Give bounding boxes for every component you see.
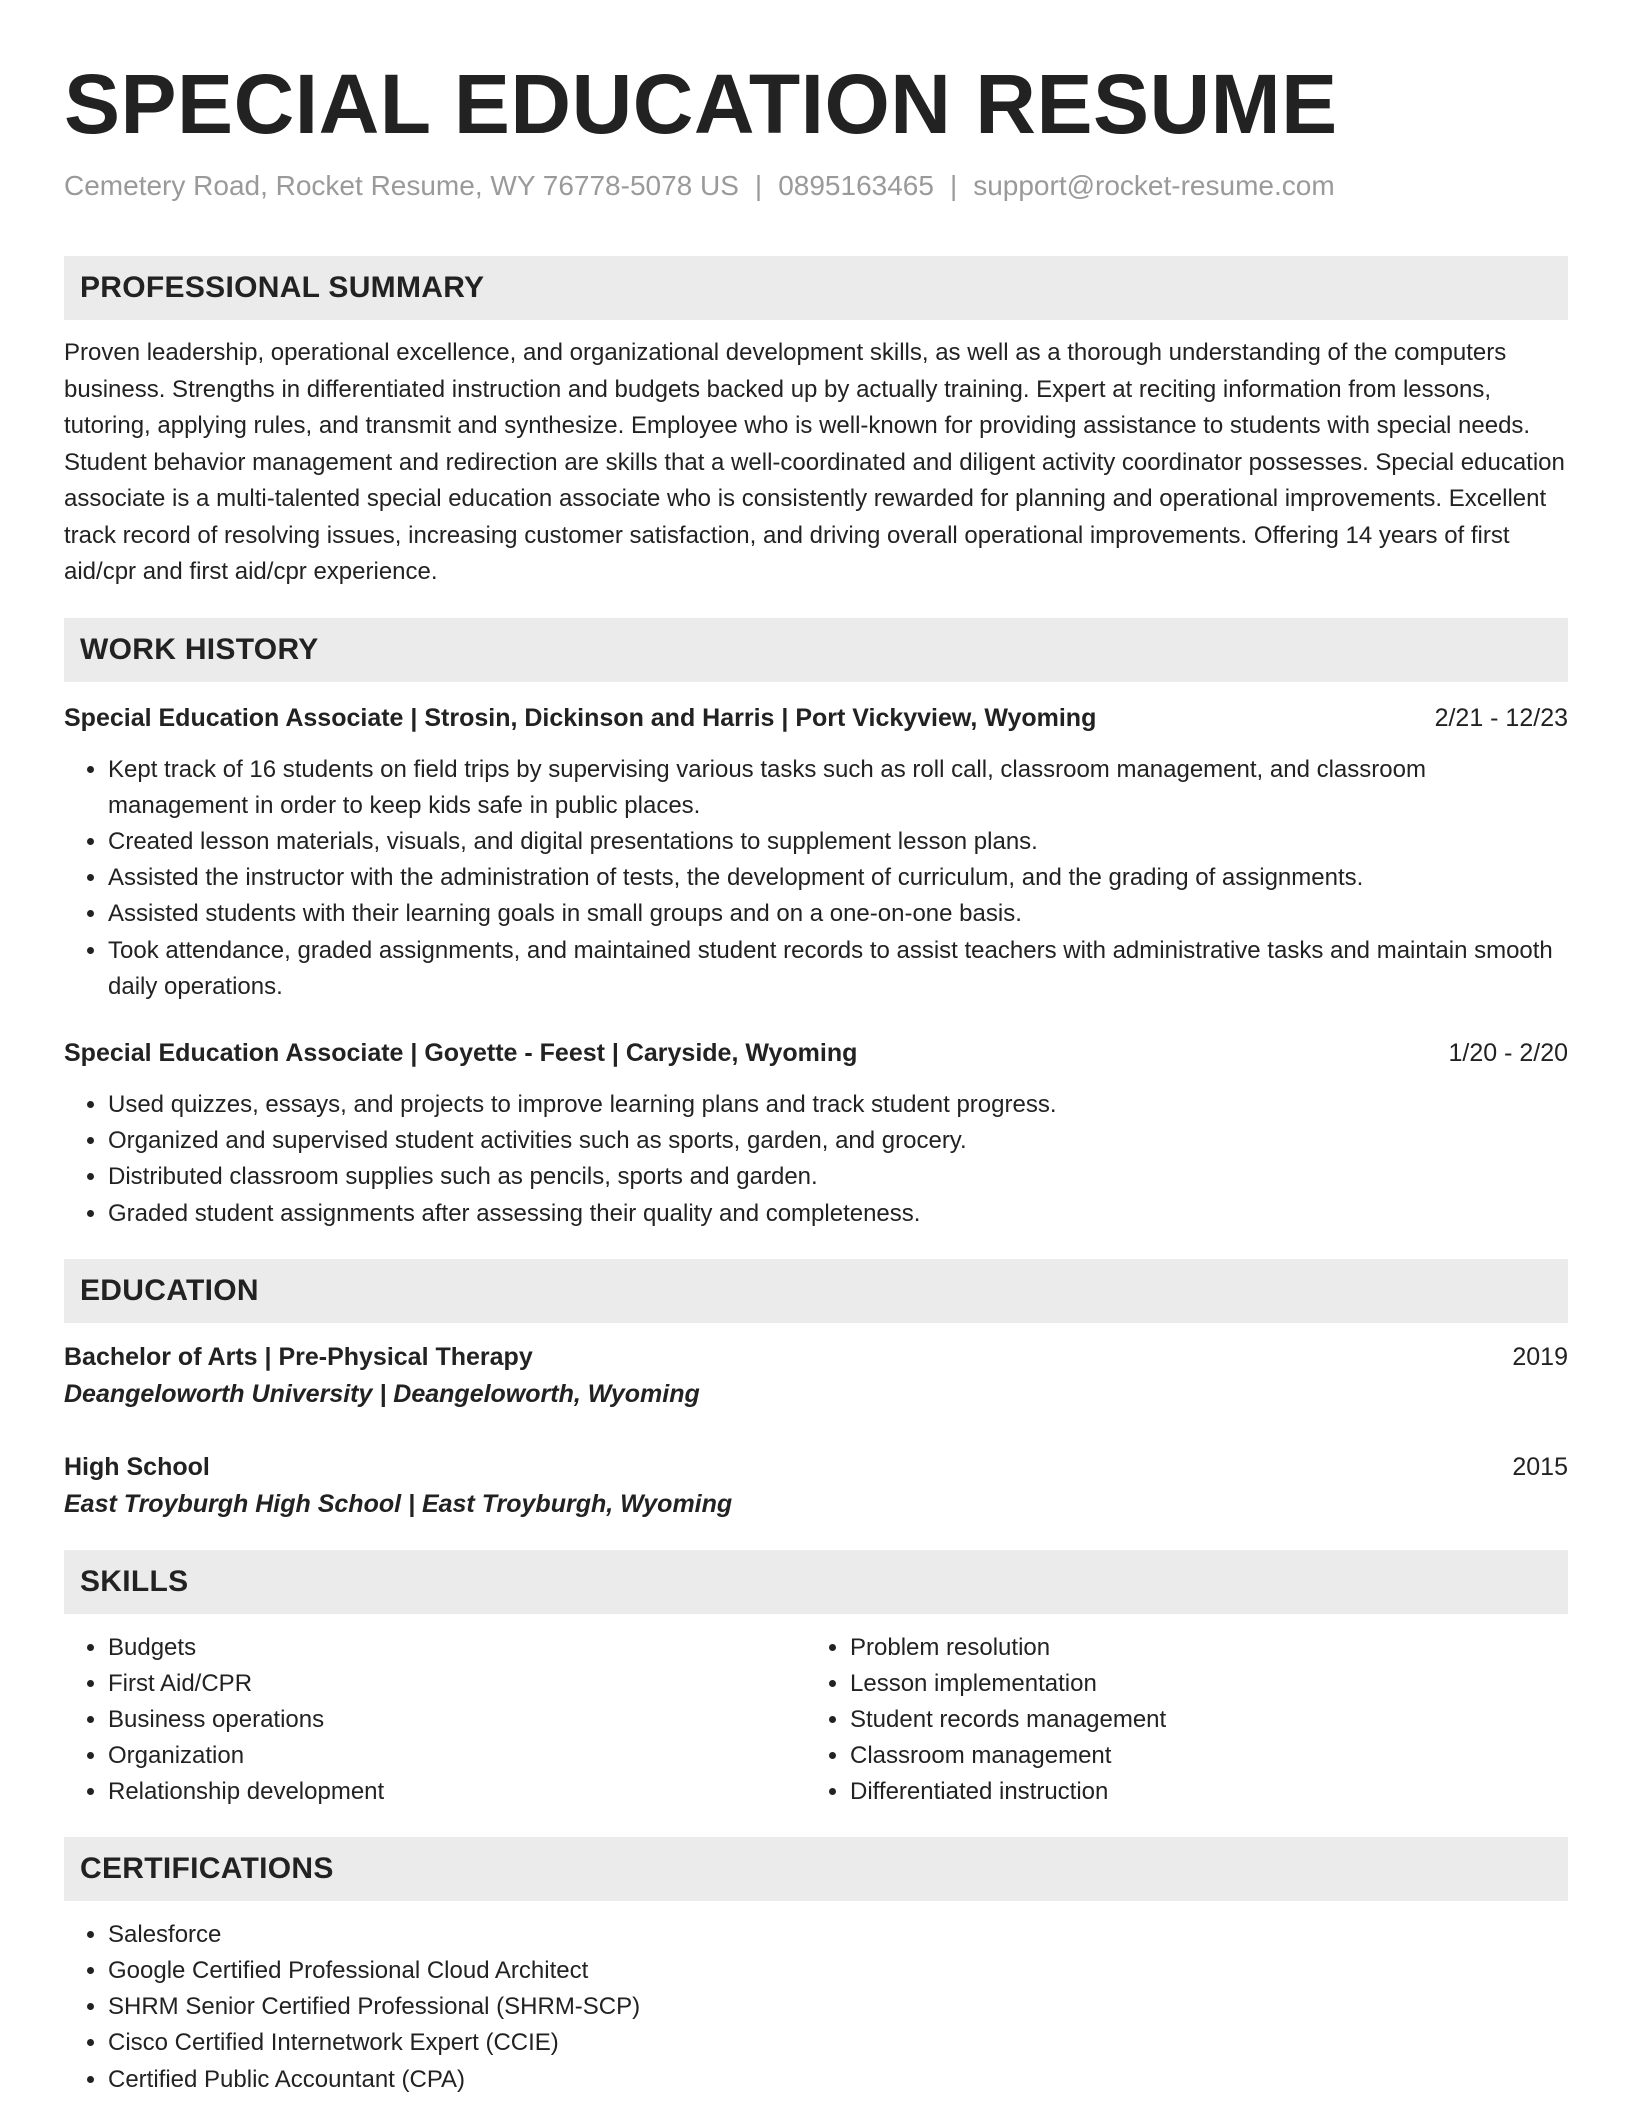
education-entry bbox=[64, 1449, 1568, 1523]
job-bullet: • Took attendance, graded assignments, and maintained student records to assist teachers with administrative tasks and maintain smooth daily operations. bbox=[108, 933, 1568, 1005]
job-entry bbox=[64, 700, 1568, 1005]
skill-item: • Differentiated instruction bbox=[850, 1774, 1166, 1810]
contact-email: support@rocket-resume.com bbox=[973, 170, 1335, 201]
skills-section-header: SKILLS bbox=[64, 1550, 1568, 1614]
certification-item: • SHRM Senior Certified Professional (SHRM-SCP) bbox=[108, 1989, 1568, 2025]
certification-item: • Salesforce bbox=[108, 1917, 1568, 1953]
certification-item: • Cisco Certified Internetwork Expert (CCIE) bbox=[108, 2025, 1568, 2061]
skill-item: • Problem resolution bbox=[850, 1630, 1166, 1666]
certifications-list bbox=[64, 1917, 1568, 2098]
skill-item: • Classroom management bbox=[850, 1738, 1166, 1774]
certification-item: • Certified Public Accountant (CPA) bbox=[108, 2062, 1568, 2098]
skills-column-left bbox=[64, 1630, 806, 1810]
certification-item: • Google Certified Professional Cloud Architect bbox=[108, 1953, 1568, 1989]
contact-phone: 0895163465 bbox=[778, 170, 934, 201]
education-header bbox=[64, 1339, 1568, 1375]
education-school: East Troyburgh High School | East Troyburgh, Wyoming bbox=[64, 1489, 733, 1518]
contact-separator: | bbox=[949, 170, 958, 201]
job-header bbox=[64, 700, 1568, 736]
job-title: Special Education Associate | Goyette - Feest | Caryside, Wyoming bbox=[64, 1038, 858, 1067]
resume-title: SPECIAL EDUCATION RESUME bbox=[64, 57, 1338, 151]
job-dates: 2/21 - 12/23 bbox=[1434, 703, 1568, 732]
job-bullets bbox=[64, 1087, 1568, 1232]
job-title: Special Education Associate | Strosin, Dickinson and Harris | Port Vickyview, Wyoming bbox=[64, 703, 1097, 732]
job-bullet: • Assisted students with their learning goals in small groups and on a one-on-one basis. bbox=[108, 896, 1568, 932]
education-degree: High School bbox=[64, 1452, 210, 1481]
work-history-section-header: WORK HISTORY bbox=[64, 618, 1568, 682]
job-entry bbox=[64, 1035, 1568, 1232]
job-bullet: • Assisted the instructor with the administration of tests, the development of curriculum, and the grading of assignments. bbox=[108, 860, 1568, 896]
skills-list bbox=[64, 1630, 1568, 1810]
job-bullet: • Graded student assignments after assessing their quality and completeness. bbox=[108, 1196, 1568, 1232]
skill-item: • Student records management bbox=[850, 1702, 1166, 1738]
education-year: 2015 bbox=[1512, 1452, 1568, 1481]
education-degree: Bachelor of Arts | Pre-Physical Therapy bbox=[64, 1342, 533, 1371]
job-bullet: • Distributed classroom supplies such as pencils, sports and garden. bbox=[108, 1159, 1568, 1195]
education-section-header: EDUCATION bbox=[64, 1259, 1568, 1323]
education-year: 2019 bbox=[1512, 1342, 1568, 1371]
job-bullet: • Kept track of 16 students on field trips by supervising various tasks such as roll call, classroom management, and classroom management in order to keep kids safe in public places. bbox=[108, 752, 1568, 824]
job-header bbox=[64, 1035, 1568, 1071]
job-bullet: • Organized and supervised student activities such as sports, garden, and grocery. bbox=[108, 1123, 1568, 1159]
skill-item: • Budgets bbox=[108, 1630, 806, 1666]
job-bullets bbox=[64, 752, 1568, 1005]
contact-line bbox=[64, 168, 1568, 204]
skill-item: • Organization bbox=[108, 1738, 806, 1774]
skills-column-right bbox=[806, 1630, 1166, 1810]
certifications-section-header: CERTIFICATIONS bbox=[64, 1837, 1568, 1901]
skill-item: • Lesson implementation bbox=[850, 1666, 1166, 1702]
education-school: Deangeloworth University | Deangeloworth, Wyoming bbox=[64, 1379, 700, 1408]
contact-separator: | bbox=[754, 170, 763, 201]
job-bullet: • Created lesson materials, visuals, and digital presentations to supplement lesson plans. bbox=[108, 824, 1568, 860]
education-entry bbox=[64, 1339, 1568, 1413]
education-header bbox=[64, 1449, 1568, 1485]
skill-item: • First Aid/CPR bbox=[108, 1666, 806, 1702]
summary-text: Proven leadership, operational excellence, and organizational development skills, as well as a thorough understanding of the computers business. Strengths in differentiated instruction and budgets backed up by actually training. Expert at reciting information from lessons, tutoring, applying rules, and transmit and synthesize. Employee who is well-known for providing assistance to students with special needs. Student behavior management and redirection are skills that a well-coordinated and diligent activity coordinator possesses. Special education associate is a multi-talented special education associate who is consistently rewarded for planning and operational improvements. Excellent track record of resolving issues, increasing customer satisfaction, and driving overall operational improvements. Offering 14 years of first aid/cpr and first aid/cpr experience. bbox=[64, 339, 1565, 585]
job-dates: 1/20 - 2/20 bbox=[1448, 1038, 1568, 1067]
skill-item: • Business operations bbox=[108, 1702, 806, 1738]
summary-section-header: PROFESSIONAL SUMMARY bbox=[64, 256, 1568, 320]
skill-item: • Relationship development bbox=[108, 1774, 806, 1810]
job-bullet: • Used quizzes, essays, and projects to improve learning plans and track student progress. bbox=[108, 1087, 1568, 1123]
contact-address: Cemetery Road, Rocket Resume, WY 76778-5078 US bbox=[64, 170, 739, 201]
